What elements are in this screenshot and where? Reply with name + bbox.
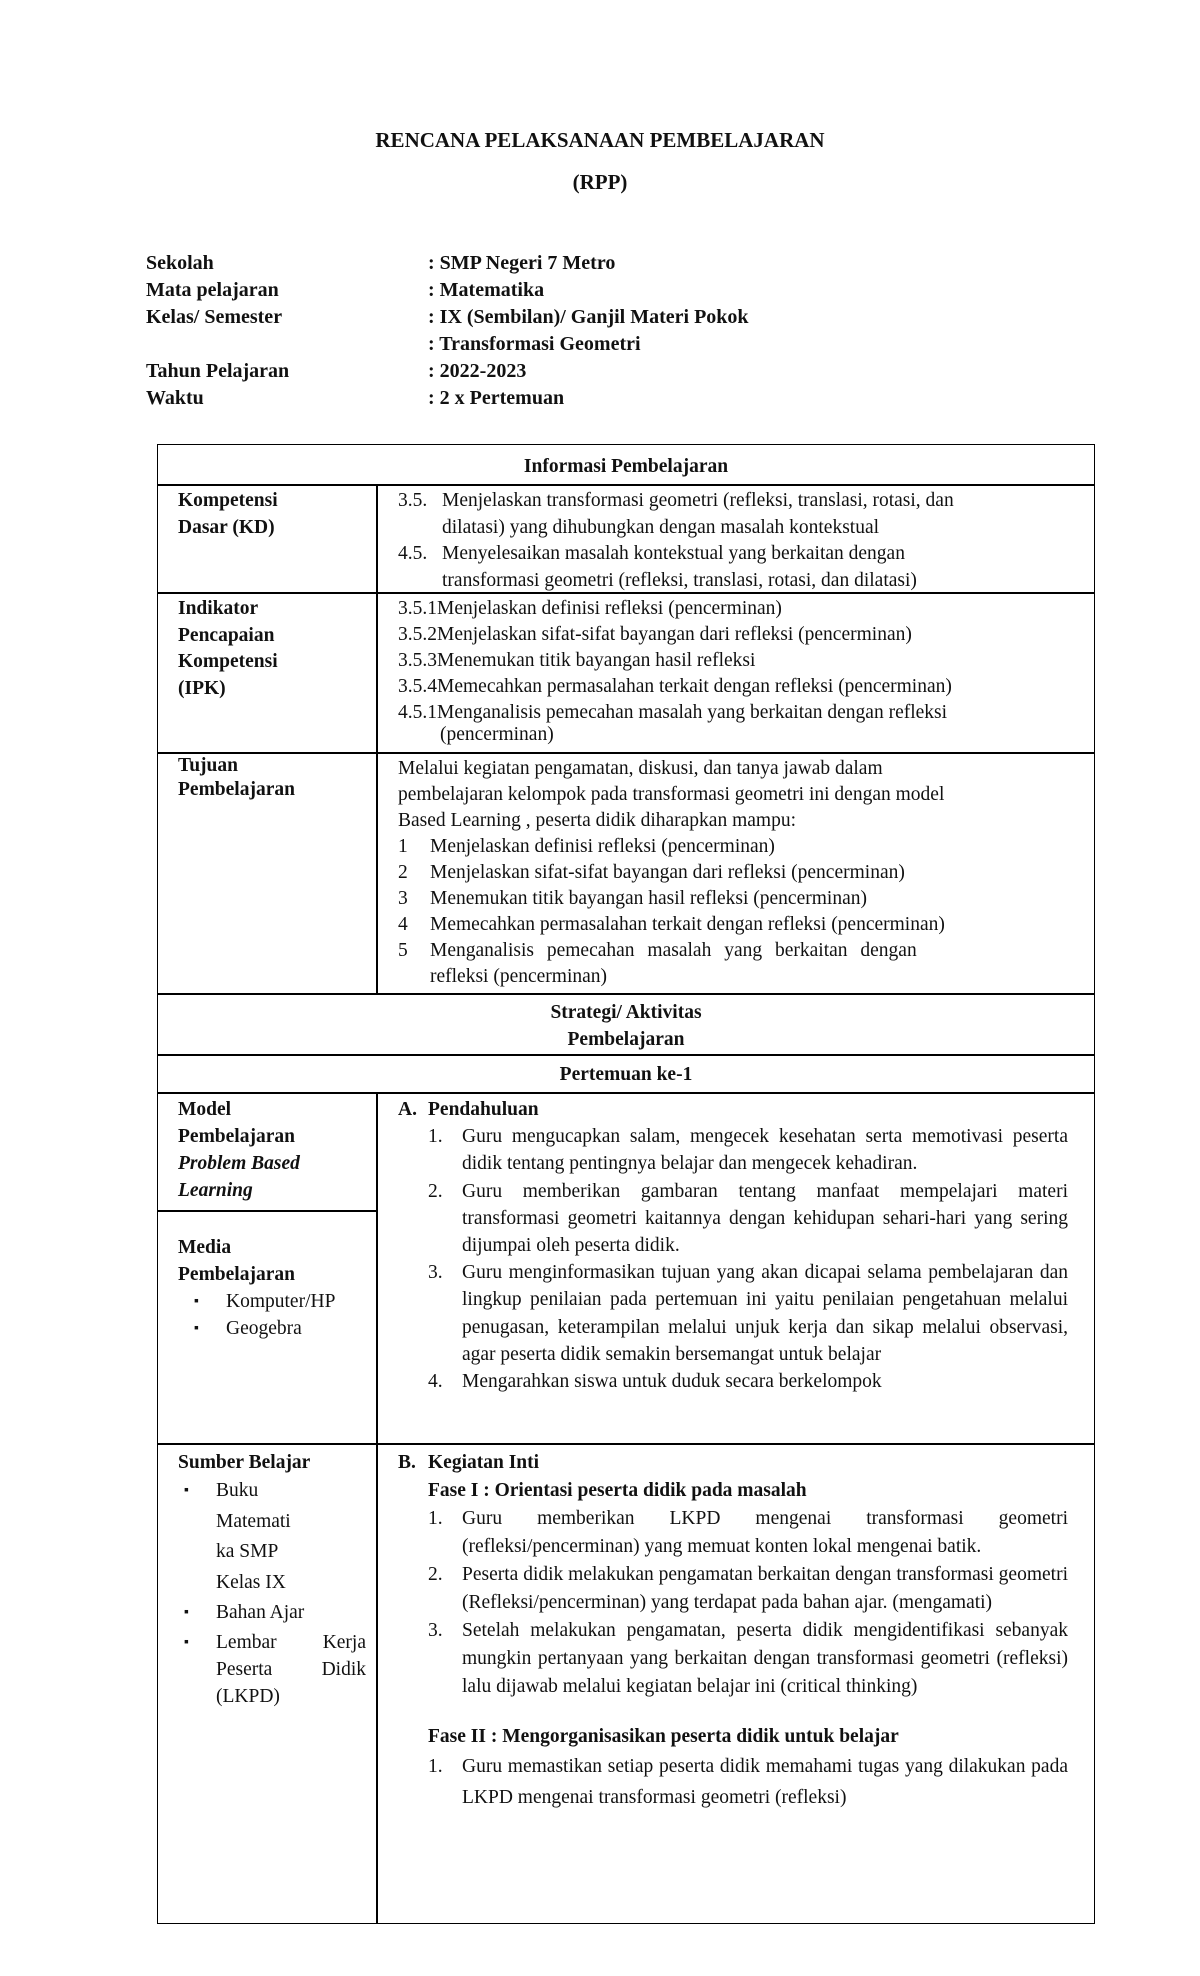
ipk-item: 3.5.2Menjelaskan sifat-sifat bayangan dari refleksi (pencerminan)	[398, 624, 912, 645]
table-rule	[157, 484, 1095, 486]
item-text: Guru mengucapkan salam, mengecek kesehatan serta memotivasi peserta didik tentang pentingnya belajar dan mengecek kehadiran.	[462, 1126, 1068, 1175]
inti-heading	[398, 1449, 1068, 1477]
fase2-heading: Fase II : Mengorganisasikan peserta didik untuk belajar	[428, 1726, 899, 1747]
sumber-item-line: Bahan Ajar	[216, 1602, 305, 1623]
bullet-icon: ▪	[184, 1634, 189, 1650]
tujuan-item	[398, 860, 1068, 886]
tujuan-intro: Based Learning , peserta didik diharapkan mampu:	[398, 810, 796, 831]
model-label: Model	[178, 1099, 232, 1120]
ipk-content	[398, 596, 1068, 744]
sumber-item-line: Kelas IX	[216, 1571, 286, 1593]
item-number: 3.	[428, 1620, 443, 1641]
tujuan-item-cont: refleksi (pencerminan)	[430, 966, 608, 987]
tujuan-number: 4	[398, 914, 408, 935]
spacer	[398, 1701, 1068, 1723]
ipk-item: 3.5.4Memecahkan permasalahan terkait dengan refleksi (pencerminan)	[398, 676, 952, 697]
ipk-item: 3.5.1Menjelaskan definisi refleksi (pencerminan)	[398, 598, 782, 619]
item-number: 3.	[428, 1262, 443, 1284]
model-value: Learning	[178, 1180, 253, 1201]
tujuan-item	[398, 938, 1068, 964]
identity-label: Sekolah	[146, 252, 214, 274]
kd-label-line: Dasar (KD)	[178, 516, 275, 538]
section-title: Kegiatan Inti	[428, 1452, 540, 1473]
ipk-label-line: Pencapaian	[178, 624, 275, 646]
kd-label	[178, 488, 368, 541]
item-number: 2.	[428, 1564, 443, 1585]
ipk-item: 4.5.1Menganalisis pemecahan masalah yang berkaitan dengan refleksi	[398, 702, 948, 723]
kd-item	[398, 488, 1068, 541]
pendahuluan-item	[398, 1368, 1068, 1395]
ipk-label-line: Indikator	[178, 598, 259, 619]
item-number: 1.	[428, 1126, 443, 1148]
document-title: RENCANA PELAKSANAAN PEMBELAJARAN	[375, 128, 825, 152]
bullet-icon: ▪	[194, 1294, 199, 1309]
tujuan-number: 5	[398, 940, 408, 961]
info-header: Informasi Pembelajaran	[523, 456, 729, 477]
section-letter: A.	[398, 1099, 417, 1120]
model-cell	[178, 1096, 368, 1204]
tujuan-content	[398, 756, 1068, 990]
media-item-text: Komputer/HP	[226, 1291, 336, 1312]
tujuan-text: Menemukan titik bayangan hasil refleksi (pencerminan)	[430, 888, 867, 909]
sumber-item	[178, 1598, 368, 1629]
tujuan-label	[178, 754, 368, 802]
sumber-item-line: Buku	[216, 1480, 259, 1501]
sumber-item-line: Peserta Didik	[216, 1658, 366, 1680]
media-label: Pembelajaran	[178, 1264, 295, 1285]
ipk-item: 3.5.3Menemukan titik bayangan hasil refleksi	[398, 650, 756, 671]
fase1-item	[398, 1617, 1068, 1701]
identity-label: Mata pelajaran	[146, 279, 279, 301]
tujuan-item	[398, 912, 1068, 938]
sumber-item-line: Matemati	[216, 1510, 291, 1532]
item-text: Guru memberikan LKPD mengenai transformasi geometri (refleksi/pencerminan) yang memuat konten lokal mengenai batik.	[462, 1508, 1068, 1557]
item-number: 2.	[428, 1180, 443, 1202]
bullet-icon: ▪	[184, 1605, 189, 1620]
sumber-item-line: ka SMP	[216, 1541, 279, 1562]
tujuan-text: Menganalisis pemecahan masalah yang berkaitan dengan	[430, 940, 917, 961]
table-rule	[157, 1443, 1095, 1445]
tujuan-number: 3	[398, 888, 408, 909]
fase1-heading: Fase I : Orientasi peserta didik pada masalah	[428, 1480, 807, 1501]
bullet-icon: ▪	[194, 1321, 199, 1336]
table-rule	[157, 1210, 377, 1212]
tujuan-item	[398, 834, 1068, 860]
model-value: Problem Based	[178, 1153, 300, 1174]
strategi-line: Strategi/ Aktivitas	[550, 1002, 702, 1023]
strategi-line: Pembelajaran	[567, 1028, 685, 1050]
item-text: Guru menginformasikan tujuan yang akan dicapai selama pembelajaran dan lingkup penilaian pada pertemuan ini yaitu penilaian pengetahuan melalui penugasan, keterampilan melalui unjuk kerja dan sikap melalui observasi, agar peserta didik semakin bersemangat untuk belajar	[462, 1262, 1068, 1365]
kd-text: Menjelaskan transformasi geometri (refleksi, translasi, rotasi, dan	[442, 490, 954, 511]
item-number: 1.	[428, 1756, 443, 1777]
item-text: Setelah melakukan pengamatan, peserta didik mengidentifikasi sebanyak mungkin pertanyaan yang berkaitan dengan transformasi geometri (refleksi) lalu dijawab melalui kegiatan belajar ini (critical thinking)	[462, 1620, 1068, 1697]
section-letter: B.	[398, 1452, 416, 1473]
tujuan-label-line: Tujuan	[178, 755, 238, 776]
ipk-item-cont: (pencerminan)	[440, 724, 554, 745]
fase1-item	[398, 1505, 1068, 1561]
tujuan-intro: Melalui kegiatan pengamatan, diskusi, dan tanya jawab dalam	[398, 758, 883, 779]
kd-number: 4.5.	[398, 543, 428, 564]
ipk-label	[178, 596, 368, 702]
tujuan-text: Menjelaskan definisi refleksi (pencerminan)	[430, 836, 775, 857]
table-rule	[157, 1092, 1095, 1094]
ipk-label-line: (IPK)	[178, 677, 226, 699]
bullet-icon: ▪	[184, 1483, 189, 1498]
sumber-item-line: Lembar Kerja	[216, 1631, 366, 1653]
table-rule	[157, 993, 1095, 995]
strategi-header	[157, 1000, 1095, 1053]
identity-value: : 2 x Pertemuan	[428, 387, 565, 409]
pendahuluan-heading	[398, 1096, 1068, 1123]
kd-label-line: Kompetensi	[178, 490, 278, 511]
pendahuluan-item	[398, 1259, 1068, 1368]
media-label: Media	[178, 1237, 232, 1258]
pertemuan-header: Pertemuan ke-1	[559, 1064, 693, 1085]
tujuan-text: Menjelaskan sifat-sifat bayangan dari refleksi (pencerminan)	[430, 862, 905, 883]
sumber-cell	[178, 1449, 368, 1710]
identity-value: : Transformasi Geometri	[428, 333, 641, 355]
item-number: 4.	[428, 1371, 443, 1393]
table-divider	[376, 1092, 378, 1923]
media-cell	[178, 1234, 368, 1342]
identity-value: : 2022-2023	[428, 360, 527, 382]
kd-content	[398, 488, 1068, 594]
kd-number: 3.5.	[398, 490, 428, 511]
item-number: 1.	[428, 1508, 443, 1529]
kd-text-cont: transformasi geometri (refleksi, translasi, rotasi, dan dilatasi)	[442, 569, 917, 591]
identity-label: Kelas/ Semester	[146, 306, 283, 328]
section-title: Pendahuluan	[428, 1099, 539, 1120]
tujuan-label-line: Pembelajaran	[178, 779, 295, 800]
identity-value: : SMP Negeri 7 Metro	[428, 252, 616, 274]
kd-text-cont: dilatasi) yang dihubungkan dengan masalah kontekstual	[442, 516, 880, 538]
fase1-item	[398, 1561, 1068, 1617]
tujuan-intro: pembelajaran kelompok pada transformasi geometri ini dengan model	[398, 784, 945, 805]
item-text: Peserta didik melakukan pengamatan berkaitan dengan transformasi geometri (Refleksi/pencerminan) yang terdapat pada bahan ajar. (mengamati)	[462, 1564, 1068, 1613]
pendahuluan-item	[398, 1178, 1068, 1260]
sumber-item-line: (LKPD)	[216, 1685, 280, 1707]
media-item	[178, 1315, 368, 1342]
media-item	[178, 1288, 368, 1315]
kd-item	[398, 541, 1068, 594]
ipk-label-line: Kompetensi	[178, 651, 278, 672]
tujuan-number: 2	[398, 862, 408, 883]
media-item-text: Geogebra	[226, 1318, 302, 1339]
sumber-label: Sumber Belajar	[178, 1452, 311, 1473]
tujuan-text: Memecahkan permasalahan terkait dengan refleksi (pencerminan)	[430, 914, 945, 935]
item-text: Mengarahkan siswa untuk duduk secara berkelompok	[462, 1371, 882, 1393]
sumber-item	[178, 1476, 368, 1598]
identity-value: : Matematika	[428, 279, 545, 301]
inti-section	[398, 1449, 1068, 1813]
item-text: Guru memberikan gambaran tentang manfaat mempelajari materi transformasi geometri kaitannya dengan kehidupan sehari-hari yang sering dijumpai oleh peserta didik.	[462, 1180, 1068, 1257]
identity-label: Waktu	[146, 387, 204, 409]
sumber-item	[178, 1629, 368, 1710]
identity-label: Tahun Pelajaran	[146, 360, 290, 382]
item-text: Guru memastikan setiap peserta didik memahami tugas yang dilakukan pada LKPD mengenai transformasi geometri (refleksi)	[462, 1756, 1068, 1808]
table-rule	[157, 1054, 1095, 1056]
pendahuluan-item	[398, 1123, 1068, 1177]
kd-text: Menyelesaikan masalah kontekstual yang berkaitan dengan	[442, 543, 905, 564]
table-divider	[376, 484, 378, 994]
document-subtitle: (RPP)	[572, 170, 628, 194]
fase2-item	[398, 1751, 1068, 1813]
model-label: Pembelajaran	[178, 1126, 295, 1147]
tujuan-number: 1	[398, 836, 408, 857]
identity-value: : IX (Sembilan)/ Ganjil Materi Pokok	[428, 306, 749, 328]
pendahuluan-section	[398, 1096, 1068, 1395]
tujuan-item	[398, 886, 1068, 912]
